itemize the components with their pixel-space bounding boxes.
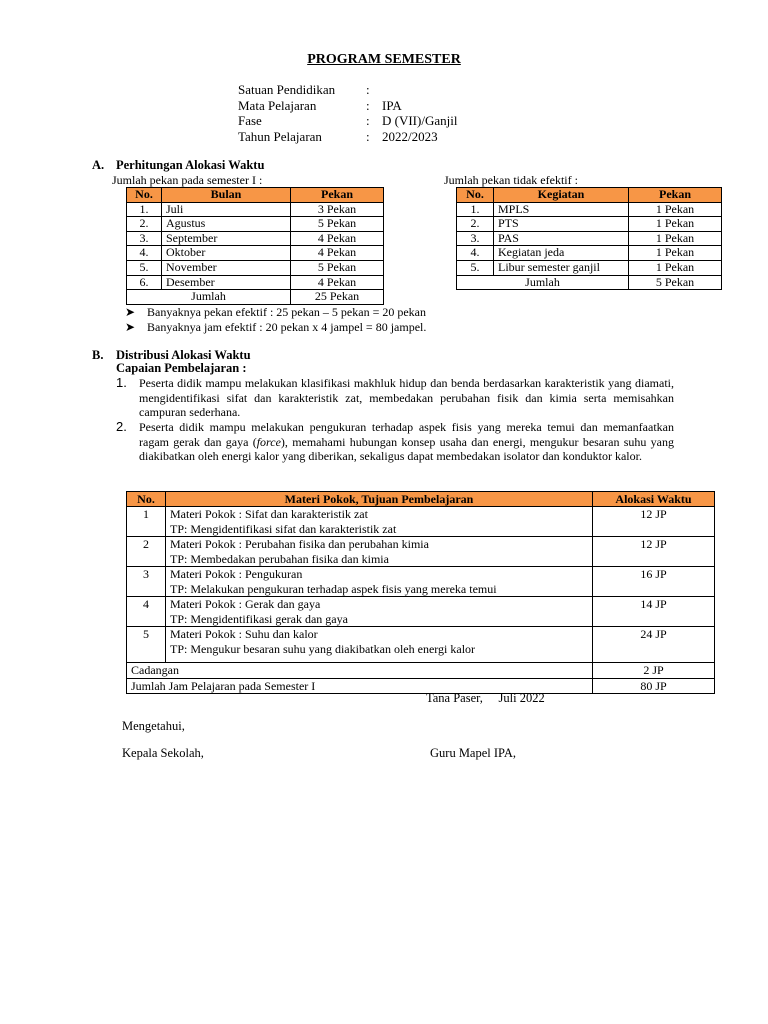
section-letter: A. (92, 158, 105, 172)
cp-heading: Capaian Pembelajaran : (116, 361, 247, 375)
cell-no: 6. (127, 275, 162, 290)
cell-activity: Kegiatan jeda (494, 246, 629, 261)
info-colon: : (366, 97, 370, 113)
learning-goal: TP: Mengidentifikasi sifat dan karakteristik zat (170, 521, 397, 536)
material-topic: Materi Pokok : Pengukuran (170, 567, 303, 581)
table-row (457, 202, 722, 217)
table-row (127, 597, 715, 627)
column-header: Pekan (629, 188, 722, 203)
table-row (127, 231, 384, 246)
cell-month: September (162, 231, 291, 246)
bullet-text: Banyaknya pekan efektif : 25 pekan – 5 pekan = 20 pekan (147, 305, 427, 319)
cp-item-text: Peserta didik mampu melakukan klasifikasi makhluk hidup dan benda berdasarkan karakteristik yang diamati, mengidentifikasi sifat dan karakteristik zat, membedakan perubahan fisik dan kimia serta memisahkan campuran sederhana. (139, 376, 674, 419)
cell-material (166, 507, 593, 537)
section-title: Perhitungan Alokasi Waktu (116, 158, 265, 172)
teacher-title: Guru Mapel IPA, (430, 746, 516, 760)
cell-hours: 12 JP (593, 507, 715, 537)
cell-month: Juli (162, 202, 291, 217)
material-topic: Materi Pokok : Sifat dan karakteristik zat (170, 507, 368, 521)
cell-weeks: 3 Pekan (291, 202, 384, 217)
info-row-phase (238, 113, 457, 129)
total-label: Jumlah (457, 275, 629, 290)
info-label: Fase (238, 113, 262, 128)
cell-material (166, 627, 593, 663)
learning-goal: TP: Mengidentifikasi gerak dan gaya (170, 611, 348, 626)
right-table-caption: Jumlah pekan tidak efektif : (444, 173, 578, 187)
document-info (238, 82, 457, 144)
cell-no: 2. (127, 217, 162, 232)
info-label: Tahun Pelajaran (238, 128, 322, 144)
page-title: PROGRAM SEMESTER (307, 52, 461, 67)
column-header: Materi Pokok, Tujuan Pembelajaran (166, 492, 593, 507)
cell-no: 3 (127, 567, 166, 597)
cell-hours: 16 JP (593, 567, 715, 597)
cell-weeks: 5 Pekan (291, 217, 384, 232)
cell-weeks: 4 Pekan (291, 231, 384, 246)
table-row (127, 217, 384, 232)
table-header-row (457, 188, 722, 203)
cell-activity: PTS (494, 217, 629, 232)
table-total-row (127, 678, 715, 694)
table-reserve-row (127, 663, 715, 679)
column-header: Bulan (162, 188, 291, 203)
cell-month: Desember (162, 275, 291, 290)
info-colon: : (366, 128, 370, 144)
material-topic: Materi Pokok : Suhu dan kalor (170, 627, 318, 641)
left-table-caption: Jumlah pekan pada semester I : (112, 173, 263, 187)
total-label: Jumlah (127, 290, 291, 305)
cell-no: 1. (127, 202, 162, 217)
arrow-bullet-icon: ➤ (125, 305, 136, 319)
cp-text-part: ), memahami hubungan konsep usaha dan energi, mengukur besaran suhu yang diakibatkan oleh energi kalor yang diberikan, sekaligus dapat membedakan isolator dan konduktor kalor. (139, 434, 674, 463)
total-value: 25 Pekan (291, 290, 384, 305)
column-header: No. (127, 188, 162, 203)
table-row (127, 627, 715, 663)
cell-weeks: 4 Pekan (291, 246, 384, 261)
table-row (127, 202, 384, 217)
table-row (457, 246, 722, 261)
cell-hours: 24 JP (593, 627, 715, 663)
table-header-row (127, 492, 715, 507)
acknowledge-text: Mengetahui, (122, 719, 185, 733)
cell-no: 4. (457, 246, 494, 261)
materials-allocation-table (126, 491, 715, 694)
info-row-subject (238, 98, 457, 114)
cell-month: Oktober (162, 246, 291, 261)
table-row (457, 260, 722, 275)
cell-no: 5. (127, 260, 162, 275)
cell-weeks: 1 Pekan (629, 202, 722, 217)
table-row (127, 507, 715, 537)
cell-no: 5 (127, 627, 166, 663)
learning-goal: TP: Melakukan pengukuran terhadap aspek fisis yang mereka temui (170, 581, 497, 596)
material-topic: Materi Pokok : Gerak dan gaya (170, 597, 321, 611)
info-value: IPA (382, 97, 402, 113)
cell-weeks: 1 Pekan (629, 231, 722, 246)
material-topic: Materi Pokok : Perubahan fisika dan perubahan kimia (170, 537, 429, 551)
reserve-label: Cadangan (127, 663, 593, 679)
learning-goal: TP: Membedakan perubahan fisika dan kimia (170, 551, 389, 566)
section-a-heading (92, 158, 264, 173)
principal-title: Kepala Sekolah, (122, 746, 204, 760)
bullet-text: Banyaknya jam efektif : 20 pekan x 4 jampel = 80 jampel. (147, 320, 427, 334)
cp-text-part: Peserta didik mampu melakukan pengukuran terhadap aspek fisis yang mereka temui dan memanfaatkan ragam gerak dan gaya ( (139, 420, 674, 449)
arrow-bullet-icon: ➤ (125, 320, 136, 334)
table-row (457, 231, 722, 246)
info-label: Satuan Pendidikan (238, 82, 336, 97)
total-value: 5 Pekan (629, 275, 722, 290)
table-row (127, 567, 715, 597)
table-row (127, 246, 384, 261)
cell-activity: MPLS (494, 202, 629, 217)
column-header: No. (127, 492, 166, 507)
column-header: No. (457, 188, 494, 203)
cell-activity: PAS (494, 231, 629, 246)
section-letter: B. (92, 348, 104, 362)
cp-number: 1. (116, 375, 127, 390)
cell-weeks: 5 Pekan (291, 260, 384, 275)
cp-text-italic: force (256, 434, 281, 449)
info-row-school (238, 82, 457, 98)
cell-no: 2. (457, 217, 494, 232)
cell-month: November (162, 260, 291, 275)
total-label: Jumlah Jam Pelajaran pada Semester I (127, 678, 593, 694)
info-value: D (VII)/Ganjil (382, 113, 458, 128)
table-total-row (457, 275, 722, 290)
table-row (127, 260, 384, 275)
cell-material (166, 597, 593, 627)
cell-weeks: 1 Pekan (629, 217, 722, 232)
cp-number: 2. (116, 419, 127, 434)
effective-weeks-bullet (125, 305, 426, 320)
cell-weeks: 4 Pekan (291, 275, 384, 290)
cell-month: Agustus (162, 217, 291, 232)
place-date: Tana Paser, Juli 2022 (426, 691, 545, 705)
cell-no: 1. (457, 202, 494, 217)
cell-no: 4. (127, 246, 162, 261)
column-header: Pekan (291, 188, 384, 203)
info-colon: : (366, 113, 370, 128)
info-value: 2022/2023 (382, 128, 438, 144)
table-row (457, 217, 722, 232)
table-header-row (127, 188, 384, 203)
table-row (127, 275, 384, 290)
cell-no: 4 (127, 597, 166, 627)
cell-no: 3. (127, 231, 162, 246)
cell-hours: 14 JP (593, 597, 715, 627)
info-colon: : (366, 82, 370, 97)
cell-no: 3. (457, 231, 494, 246)
cell-no: 1 (127, 507, 166, 537)
cell-no: 5. (457, 260, 494, 275)
reserve-value: 2 JP (593, 663, 715, 679)
cell-hours: 12 JP (593, 537, 715, 567)
cell-weeks: 1 Pekan (629, 260, 722, 275)
column-header: Kegiatan (494, 188, 629, 203)
non-effective-weeks-table (456, 187, 722, 290)
cell-activity: Libur semester ganjil (494, 260, 629, 275)
column-header: Alokasi Waktu (593, 492, 715, 507)
learning-goal: TP: Mengukur besaran suhu yang diakibatkan oleh energi kalor (170, 641, 476, 656)
section-title: Distribusi Alokasi Waktu (116, 348, 251, 362)
cell-material (166, 567, 593, 597)
cp-item-text (139, 420, 674, 464)
table-row (127, 537, 715, 567)
info-label: Mata Pelajaran (238, 97, 317, 113)
cell-no: 2 (127, 537, 166, 567)
table-total-row (127, 290, 384, 305)
weeks-per-month-table (126, 187, 384, 305)
effective-hours-bullet (125, 320, 426, 335)
cell-weeks: 1 Pekan (629, 246, 722, 261)
total-value: 80 JP (593, 678, 715, 694)
cell-material (166, 537, 593, 567)
info-row-year (238, 129, 457, 145)
